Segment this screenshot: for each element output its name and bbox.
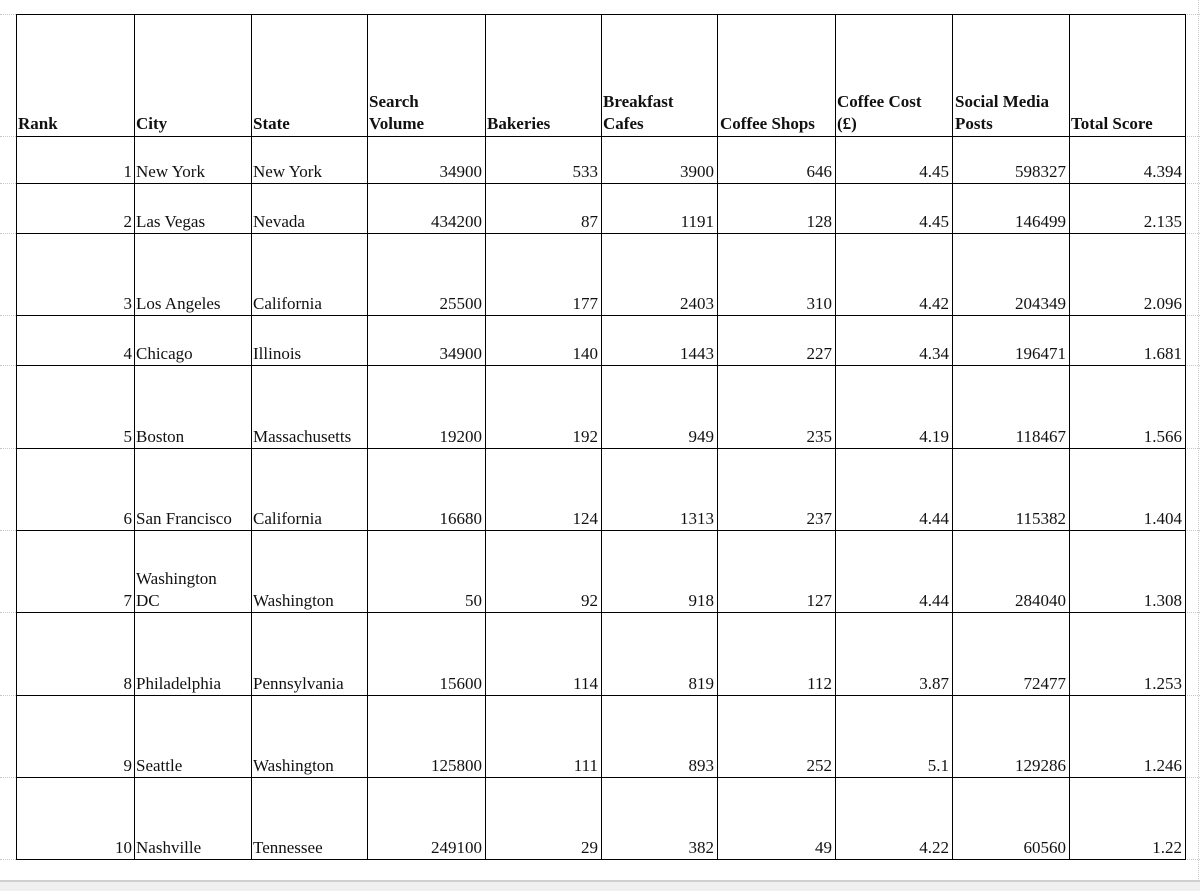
column-divider: [251, 448, 252, 530]
coffee-cost-cell: 4.44: [919, 591, 949, 610]
header-rank: Rank: [18, 114, 58, 133]
column-divider: [1069, 14, 1070, 136]
breakfast-cafes-cell: 893: [688, 756, 714, 775]
social-media-cell: 60560: [1023, 838, 1066, 857]
state-cell: California: [253, 294, 322, 313]
column-divider: [134, 233, 135, 315]
search-volume-cell: 34900: [439, 344, 482, 363]
bakeries-cell: 140: [572, 344, 598, 363]
column-divider: [251, 365, 252, 448]
search-volume-cell: 249100: [431, 838, 482, 857]
column-divider: [134, 315, 135, 365]
bakeries-cell: 533: [572, 162, 598, 181]
city-cell: Washington: [136, 569, 217, 588]
state-cell: New York: [253, 162, 322, 181]
column-divider: [835, 14, 836, 136]
social-media-cell: 118467: [1015, 427, 1066, 446]
coffee-shops-cell: 252: [806, 756, 832, 775]
city-cell: New York: [136, 162, 205, 181]
breakfast-cafes-cell: 819: [688, 674, 714, 693]
bakeries-cell: 111: [573, 756, 598, 775]
coffee-cost-cell: 4.45: [919, 212, 949, 231]
table-border: [1185, 14, 1186, 860]
header-bakeries: Bakeries: [487, 114, 551, 133]
rank-cell: 3: [123, 294, 132, 313]
rank-cell: 9: [123, 756, 132, 775]
column-divider: [251, 136, 252, 183]
column-divider: [952, 14, 953, 136]
state-cell: Massachusetts: [253, 427, 352, 446]
column-divider: [367, 14, 368, 136]
bakeries-cell: 87: [581, 212, 598, 231]
header-total-score: Total Score: [1071, 114, 1153, 133]
breakfast-cafes-cell: 2403: [680, 294, 714, 313]
city-cell: Boston: [136, 427, 185, 446]
breakfast-cafes-cell: 1443: [680, 344, 714, 363]
city-cell: Las Vegas: [136, 212, 206, 231]
header-breakfast-cafes: Breakfast: [603, 92, 674, 111]
coffee-cost-cell: 4.22: [919, 838, 949, 857]
state-cell: Washington: [253, 591, 334, 610]
coffee-cost-cell: 4.44: [919, 509, 949, 528]
column-divider: [134, 448, 135, 530]
horizontal-scrollbar[interactable]: [0, 880, 1200, 891]
coffee-shops-cell: 235: [806, 427, 832, 446]
column-divider: [251, 530, 252, 612]
city-cell: Seattle: [136, 756, 183, 775]
total-score-cell: 1.22: [1152, 838, 1182, 857]
column-divider: [717, 14, 718, 136]
social-media-cell: 204349: [1015, 294, 1066, 313]
total-score-cell: 1.253: [1143, 674, 1182, 693]
column-divider: [251, 183, 252, 233]
column-divider: [134, 612, 135, 695]
social-media-cell: 72477: [1023, 674, 1066, 693]
column-divider: [134, 695, 135, 777]
state-cell: Tennessee: [253, 838, 323, 857]
column-divider: [601, 14, 602, 136]
header-social-media-posts: Social Media: [955, 92, 1049, 111]
header-coffee-cost: (£): [837, 114, 857, 133]
bakeries-cell: 92: [581, 591, 598, 610]
coffee-shops-cell: 237: [806, 509, 832, 528]
city-cell: Los Angeles: [136, 294, 221, 313]
column-divider: [251, 777, 252, 859]
total-score-cell: 1.308: [1143, 591, 1182, 610]
breakfast-cafes-cell: 382: [688, 838, 714, 857]
rank-cell: 1: [123, 162, 132, 181]
coffee-shops-cell: 227: [806, 344, 832, 363]
city-cell: DC: [136, 591, 160, 610]
bakeries-cell: 177: [572, 294, 598, 313]
coffee-cost-cell: 4.42: [919, 294, 949, 313]
column-divider: [134, 14, 135, 136]
total-score-cell: 1.681: [1143, 344, 1182, 363]
state-cell: Nevada: [253, 212, 305, 231]
city-cell: Nashville: [136, 838, 202, 857]
search-volume-cell: 19200: [439, 427, 482, 446]
city-cell: Philadelphia: [136, 674, 221, 693]
header-social-media-posts: Posts: [955, 114, 993, 133]
row-divider: [16, 859, 1186, 860]
header-state: State: [253, 114, 290, 133]
breakfast-cafes-cell: 1191: [680, 212, 714, 231]
social-media-cell: 284040: [1015, 591, 1066, 610]
column-divider: [251, 233, 252, 315]
coffee-shops-cell: 112: [807, 674, 832, 693]
header-coffee-cost: Coffee Cost: [837, 92, 922, 111]
coffee-shops-cell: 128: [806, 212, 832, 231]
search-volume-cell: 434200: [431, 212, 482, 231]
column-divider: [251, 14, 252, 136]
grid-line: [1198, 0, 1199, 889]
coffee-cost-cell: 4.45: [919, 162, 949, 181]
total-score-cell: 2.096: [1143, 294, 1182, 313]
city-cell: San Francisco: [136, 509, 232, 528]
state-cell: California: [253, 509, 322, 528]
column-divider: [134, 530, 135, 612]
search-volume-cell: 16680: [439, 509, 482, 528]
coffee-cost-cell: 4.34: [919, 344, 949, 363]
search-volume-cell: 50: [465, 591, 482, 610]
total-score-cell: 1.566: [1143, 427, 1182, 446]
header-city: City: [136, 114, 168, 133]
column-divider: [134, 777, 135, 859]
bakeries-cell: 124: [572, 509, 598, 528]
total-score-cell: 1.246: [1143, 756, 1182, 775]
coffee-shops-cell: 49: [815, 838, 832, 857]
coffee-shops-cell: 127: [806, 591, 832, 610]
header-search-volume: Volume: [369, 114, 425, 133]
coffee-cost-cell: 3.87: [919, 674, 949, 693]
column-divider: [251, 612, 252, 695]
coffee-shops-cell: 310: [806, 294, 832, 313]
state-cell: Washington: [253, 756, 334, 775]
rank-cell: 7: [123, 591, 132, 610]
breakfast-cafes-cell: 918: [688, 591, 714, 610]
column-divider: [134, 365, 135, 448]
rank-cell: 4: [123, 344, 132, 363]
search-volume-cell: 15600: [439, 674, 482, 693]
total-score-cell: 2.135: [1143, 212, 1182, 231]
search-volume-cell: 25500: [439, 294, 482, 313]
rank-cell: 8: [123, 674, 132, 693]
search-volume-cell: 125800: [431, 756, 482, 775]
city-cell: Chicago: [136, 344, 193, 363]
breakfast-cafes-cell: 3900: [680, 162, 714, 181]
coffee-shops-cell: 646: [806, 162, 832, 181]
breakfast-cafes-cell: 949: [688, 427, 714, 446]
bakeries-cell: 114: [573, 674, 598, 693]
column-divider: [485, 14, 486, 136]
bakeries-cell: 192: [572, 427, 598, 446]
social-media-cell: 115382: [1015, 509, 1066, 528]
breakfast-cafes-cell: 1313: [680, 509, 714, 528]
rank-cell: 6: [123, 509, 132, 528]
social-media-cell: 129286: [1015, 756, 1066, 775]
column-divider: [251, 315, 252, 365]
total-score-cell: 1.404: [1143, 509, 1182, 528]
search-volume-cell: 34900: [439, 162, 482, 181]
header-search-volume: Search: [369, 92, 419, 111]
total-score-cell: 4.394: [1143, 162, 1182, 181]
social-media-cell: 598327: [1015, 162, 1066, 181]
bakeries-cell: 29: [581, 838, 598, 857]
column-divider: [134, 183, 135, 233]
social-media-cell: 196471: [1015, 344, 1066, 363]
rank-cell: 5: [123, 427, 132, 446]
column-divider: [251, 695, 252, 777]
coffee-cost-cell: 4.19: [919, 427, 949, 446]
coffee-cost-cell: 5.1: [927, 756, 949, 775]
rank-cell: 10: [115, 838, 132, 857]
column-divider: [134, 136, 135, 183]
header-coffee-shops: Coffee Shops: [720, 114, 815, 133]
state-cell: Pennsylvania: [253, 674, 344, 693]
social-media-cell: 146499: [1015, 212, 1066, 231]
rank-cell: 2: [123, 212, 132, 231]
state-cell: Illinois: [253, 344, 302, 363]
header-breakfast-cafes: Cafes: [603, 114, 644, 133]
